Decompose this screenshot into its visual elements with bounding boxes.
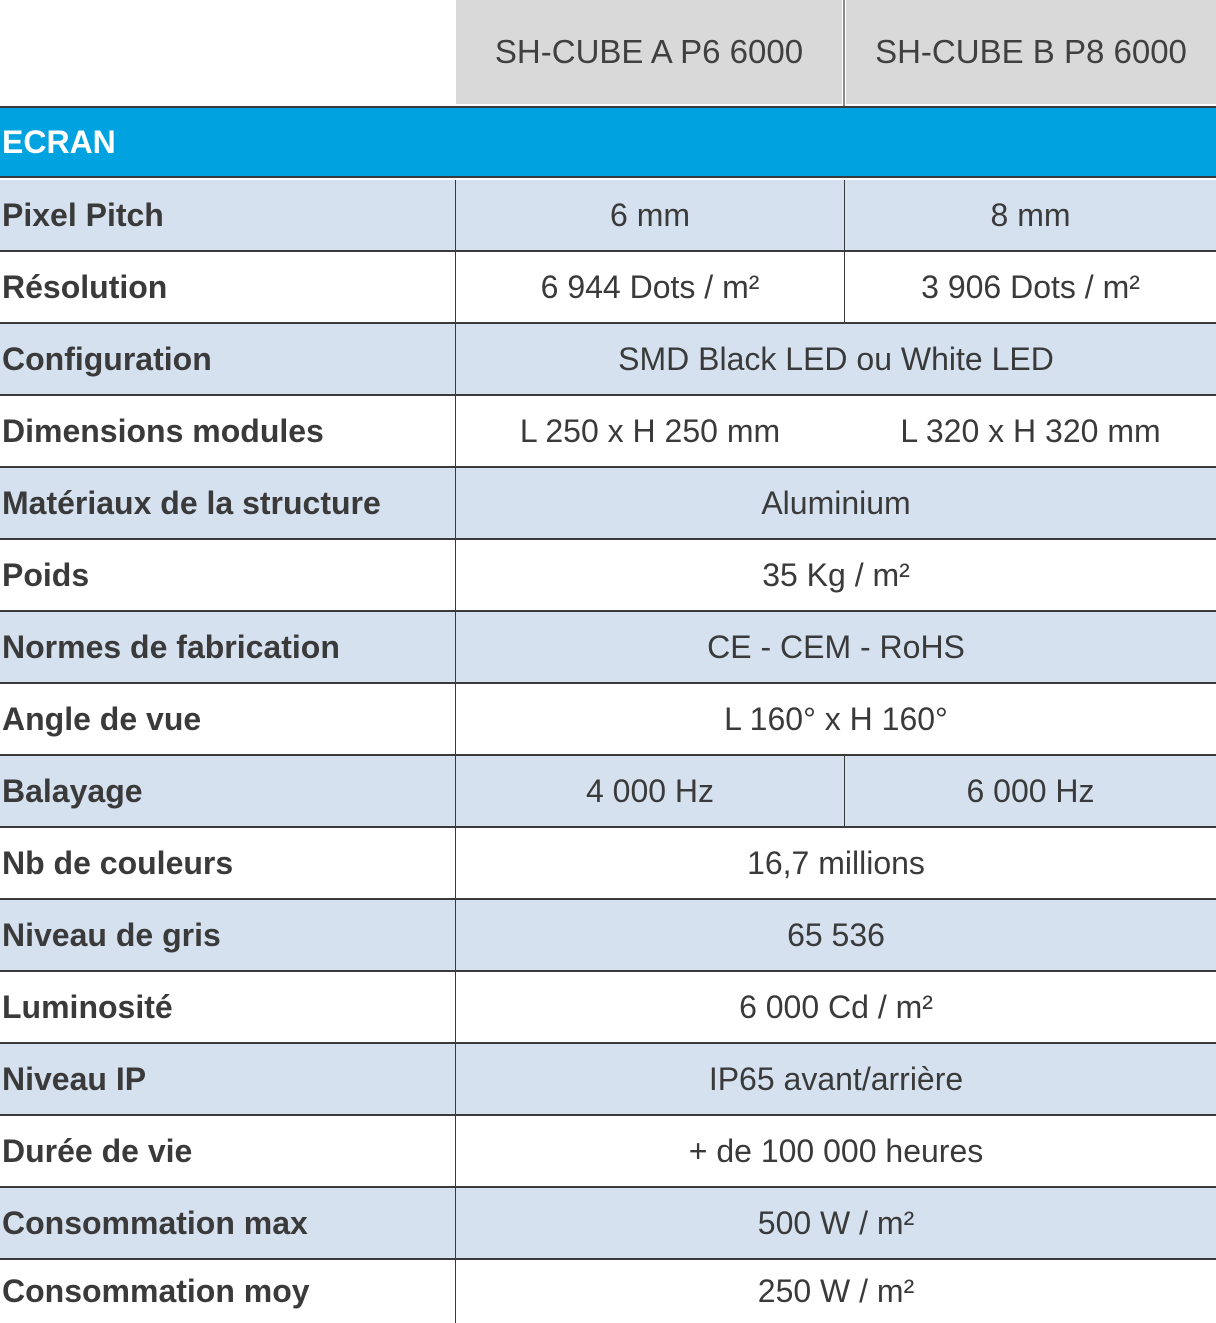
- spec-row-poids: [0, 540, 1216, 612]
- spec-label: Configuration: [2, 340, 212, 377]
- spec-label: Matériaux de la structure: [2, 484, 381, 521]
- spec-label: Nb de couleurs: [2, 844, 234, 881]
- spec-row-dimensions-modules: [0, 396, 1216, 468]
- spec-row-balayage: [0, 756, 1216, 828]
- spec-label: Dimensions modules: [2, 412, 324, 449]
- spec-value: SMD Black LED ou White LED: [618, 340, 1054, 377]
- spec-row-pixel-pitch: [0, 180, 1216, 252]
- spec-value: CE - CEM - RoHS: [707, 628, 965, 665]
- spec-value: Aluminium: [761, 484, 911, 521]
- spec-label: Pixel Pitch: [2, 196, 164, 233]
- spec-value-a: 4 000 Hz: [585, 772, 715, 809]
- spec-label: Poids: [2, 556, 90, 593]
- spec-value: 65 536: [787, 916, 885, 953]
- spec-label: Normes de fabrication: [2, 628, 340, 665]
- spec-value: IP65 avant/arrière: [708, 1060, 964, 1097]
- spec-row-materiaux: [0, 468, 1216, 540]
- product-b-header: SH-CUBE B P8 6000: [846, 0, 1216, 104]
- spec-row-luminosite: [0, 972, 1216, 1044]
- spec-value: 16,7 millions: [747, 844, 925, 881]
- spec-value-b: L 320 x H 320 mm: [900, 412, 1161, 449]
- spec-label: Durée de vie: [2, 1132, 193, 1169]
- spec-label: Niveau de gris: [2, 916, 221, 953]
- spec-row-gris: [0, 900, 1216, 972]
- spec-value-b: 8 mm: [990, 196, 1071, 233]
- spec-row-duree: [0, 1116, 1216, 1188]
- spec-value: 500 W / m²: [757, 1204, 915, 1241]
- spec-value: 250 W / m²: [757, 1273, 915, 1309]
- spec-value: + de 100 000 heures: [688, 1132, 984, 1169]
- spec-row-normes: [0, 612, 1216, 684]
- spec-value-a: L 250 x H 250 mm: [519, 412, 781, 449]
- section-title: ECRAN: [0, 108, 1216, 178]
- spec-value-b: 3 906 Dots / m²: [921, 268, 1140, 305]
- spec-label: Consommation moy: [2, 1273, 310, 1309]
- spec-label: Consommation max: [2, 1204, 308, 1241]
- spec-value-a: 6 944 Dots / m²: [540, 268, 760, 305]
- spec-row-angle: [0, 684, 1216, 756]
- spec-row-configuration: [0, 324, 1216, 396]
- spec-label: Résolution: [2, 268, 168, 305]
- spec-value-a: 6 mm: [610, 196, 690, 233]
- header-divider: [843, 0, 845, 106]
- spec-row-ip: [0, 1044, 1216, 1116]
- spec-row-couleurs: [0, 828, 1216, 900]
- spec-value: 6 000 Cd / m²: [739, 988, 933, 1025]
- product-a-header: SH-CUBE A P6 6000: [456, 0, 842, 104]
- spec-label: Niveau IP: [2, 1060, 147, 1097]
- spec-row-resolution: [0, 252, 1216, 324]
- spec-row-consommation-max: [0, 1188, 1216, 1260]
- spec-label: Luminosité: [2, 988, 173, 1025]
- spec-value: 35 Kg / m²: [762, 556, 910, 593]
- spec-label: Balayage: [2, 772, 143, 809]
- spec-rows: [0, 180, 1216, 1323]
- spec-label: Angle de vue: [2, 700, 202, 737]
- spec-value-b: 6 000 Hz: [966, 772, 1095, 809]
- spec-value: L 160° x H 160°: [724, 700, 948, 737]
- table-header: [0, 0, 1216, 106]
